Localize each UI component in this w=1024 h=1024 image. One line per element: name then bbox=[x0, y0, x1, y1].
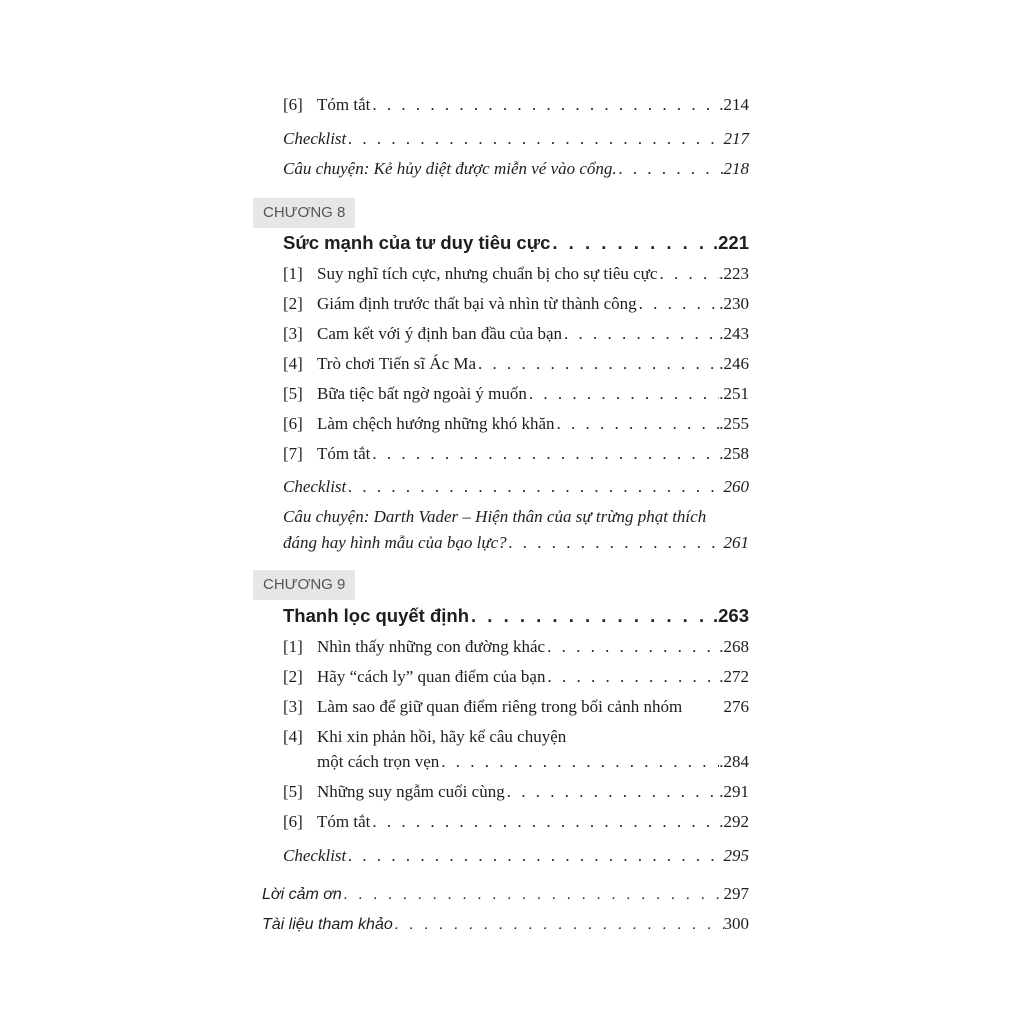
dot-leader bbox=[346, 845, 723, 867]
toc-entry bbox=[283, 413, 749, 435]
dot-leader bbox=[393, 914, 724, 936]
back-matter-title: Tài liệu tham khảo bbox=[262, 916, 393, 933]
page-number: .263 bbox=[712, 605, 749, 626]
dot-leader bbox=[555, 413, 720, 435]
section-title: Bữa tiệc bất ngờ ngoài ý muốn bbox=[317, 384, 527, 403]
page-number: .268 bbox=[719, 637, 749, 656]
section-title: Nhìn thấy những con đường khác bbox=[317, 637, 546, 656]
page-number: .292 bbox=[719, 812, 749, 831]
page-number: 217 bbox=[723, 129, 749, 148]
section-title: Làm sao để giữ quan điểm riêng trong bối cảnh nhóm bbox=[317, 697, 683, 716]
chapter-title: Thanh lọc quyết định bbox=[283, 605, 470, 626]
chapter-tag: CHƯƠNG 8 bbox=[253, 198, 355, 228]
page-number: .251 bbox=[719, 384, 749, 403]
section-title: Tóm tắt bbox=[317, 812, 371, 831]
page-number: .284 bbox=[719, 752, 749, 771]
page-number: .243 bbox=[719, 324, 749, 343]
dot-leader bbox=[370, 94, 719, 116]
toc-entry-checklist bbox=[283, 128, 749, 150]
dot-leader bbox=[469, 604, 713, 628]
toc-entry-checklist bbox=[283, 845, 749, 867]
page-number: 297 bbox=[723, 884, 749, 903]
page-number: .230 bbox=[719, 294, 749, 313]
page-number: 295 bbox=[723, 846, 749, 865]
section-number: [3] bbox=[283, 324, 303, 343]
section-title: Trò chơi Tiến sĩ Ác Ma bbox=[317, 354, 477, 373]
dot-leader bbox=[370, 443, 719, 465]
dot-leader bbox=[439, 751, 719, 773]
toc-entry bbox=[283, 781, 749, 803]
story-title-line2: đáng hay hình mẫu của bạo lực? bbox=[283, 533, 507, 552]
chapter-title-entry bbox=[283, 231, 749, 255]
section-number: [2] bbox=[283, 294, 303, 313]
section-number: [4] bbox=[283, 727, 303, 746]
dot-leader bbox=[476, 353, 719, 375]
toc-entry bbox=[283, 696, 749, 718]
section-title: Tóm tắt bbox=[317, 95, 371, 114]
section-4-line1 bbox=[283, 726, 566, 748]
checklist-label: Checklist bbox=[283, 846, 347, 865]
section-number: [5] bbox=[283, 782, 303, 801]
checklist-label: Checklist bbox=[283, 129, 347, 148]
dot-leader bbox=[507, 532, 724, 554]
page-number: 261 bbox=[723, 533, 749, 552]
story-title: Câu chuyện: Kẻ hủy diệt được miễn vé vào cổng. bbox=[283, 159, 617, 178]
toc-entry-acknowledgements bbox=[262, 883, 749, 906]
page-number: .246 bbox=[719, 354, 749, 373]
page-number: .258 bbox=[719, 444, 749, 463]
dot-leader bbox=[370, 811, 719, 833]
section-title-line2: một cách trọn vẹn bbox=[317, 752, 440, 771]
chapter-tag: CHƯƠNG 9 bbox=[253, 570, 355, 600]
page-number: .272 bbox=[719, 667, 749, 686]
dot-leader bbox=[637, 293, 720, 315]
section-title: Làm chệch hướng những khó khăn bbox=[317, 414, 555, 433]
toc-entry bbox=[283, 666, 749, 688]
toc-entry bbox=[283, 323, 749, 345]
dot-leader bbox=[527, 383, 719, 405]
page-number: 260 bbox=[723, 477, 749, 496]
dot-leader bbox=[545, 666, 719, 688]
section-title: Những suy ngẫm cuối cùng bbox=[317, 782, 505, 801]
page-number: 218 bbox=[723, 159, 749, 178]
dot-leader bbox=[562, 323, 719, 345]
section-title: Giám định trước thất bại và nhìn từ thành công bbox=[317, 294, 637, 313]
section-title: Tóm tắt bbox=[317, 444, 371, 463]
toc-entry-story bbox=[283, 532, 749, 554]
dot-leader bbox=[342, 884, 724, 906]
checklist-label: Checklist bbox=[283, 477, 347, 496]
dot-leader bbox=[346, 128, 723, 150]
toc-entry-checklist bbox=[283, 476, 749, 498]
page-number: .214 bbox=[719, 95, 749, 114]
page-number: .291 bbox=[719, 782, 749, 801]
section-title: Hãy “cách ly” quan điểm của bạn bbox=[317, 667, 546, 686]
section-number: [1] bbox=[283, 637, 303, 656]
toc-entry-story bbox=[283, 158, 749, 180]
chapter-title-entry bbox=[283, 604, 749, 628]
page-number: 276 bbox=[723, 697, 749, 716]
section-number: [6] bbox=[283, 95, 303, 114]
section-title: Cam kết với ý định ban đầu của bạn bbox=[317, 324, 563, 343]
toc-entry bbox=[283, 94, 749, 116]
page-number: .223 bbox=[719, 264, 749, 283]
toc-entry bbox=[283, 353, 749, 375]
back-matter-title: Lời cảm ơn bbox=[262, 886, 342, 903]
page-number: .255 bbox=[719, 414, 749, 433]
section-number: [4] bbox=[283, 354, 303, 373]
section-number: [6] bbox=[283, 414, 303, 433]
dot-leader bbox=[617, 158, 724, 180]
section-number: [5] bbox=[283, 384, 303, 403]
page-number: .221 bbox=[712, 232, 749, 253]
toc-entry bbox=[283, 293, 749, 315]
section-number: [3] bbox=[283, 697, 303, 716]
toc-entry bbox=[283, 811, 749, 833]
dot-leader bbox=[346, 476, 723, 498]
dot-leader bbox=[545, 636, 719, 658]
toc-entry bbox=[317, 751, 749, 773]
dot-leader bbox=[657, 263, 719, 285]
page-number: 300 bbox=[723, 914, 749, 933]
section-number: [2] bbox=[283, 667, 303, 686]
section-number: [7] bbox=[283, 444, 303, 463]
toc-entry bbox=[283, 263, 749, 285]
section-title: Khi xin phản hồi, hãy kể câu chuyện bbox=[317, 727, 567, 746]
toc-entry bbox=[283, 383, 749, 405]
section-number: [6] bbox=[283, 812, 303, 831]
toc-entry bbox=[283, 636, 749, 658]
chapter-title: Sức mạnh của tư duy tiêu cực bbox=[283, 232, 551, 253]
dot-leader bbox=[505, 781, 720, 803]
section-title: Suy nghĩ tích cực, nhưng chuẩn bị cho sự tiêu cực bbox=[317, 264, 658, 283]
toc-entry-references bbox=[262, 913, 749, 936]
toc-entry bbox=[283, 443, 749, 465]
dot-leader bbox=[550, 231, 713, 255]
story-title-line1: Câu chuyện: Darth Vader – Hiện thân của sự trừng phạt thích bbox=[283, 507, 707, 526]
section-number: [1] bbox=[283, 264, 303, 283]
